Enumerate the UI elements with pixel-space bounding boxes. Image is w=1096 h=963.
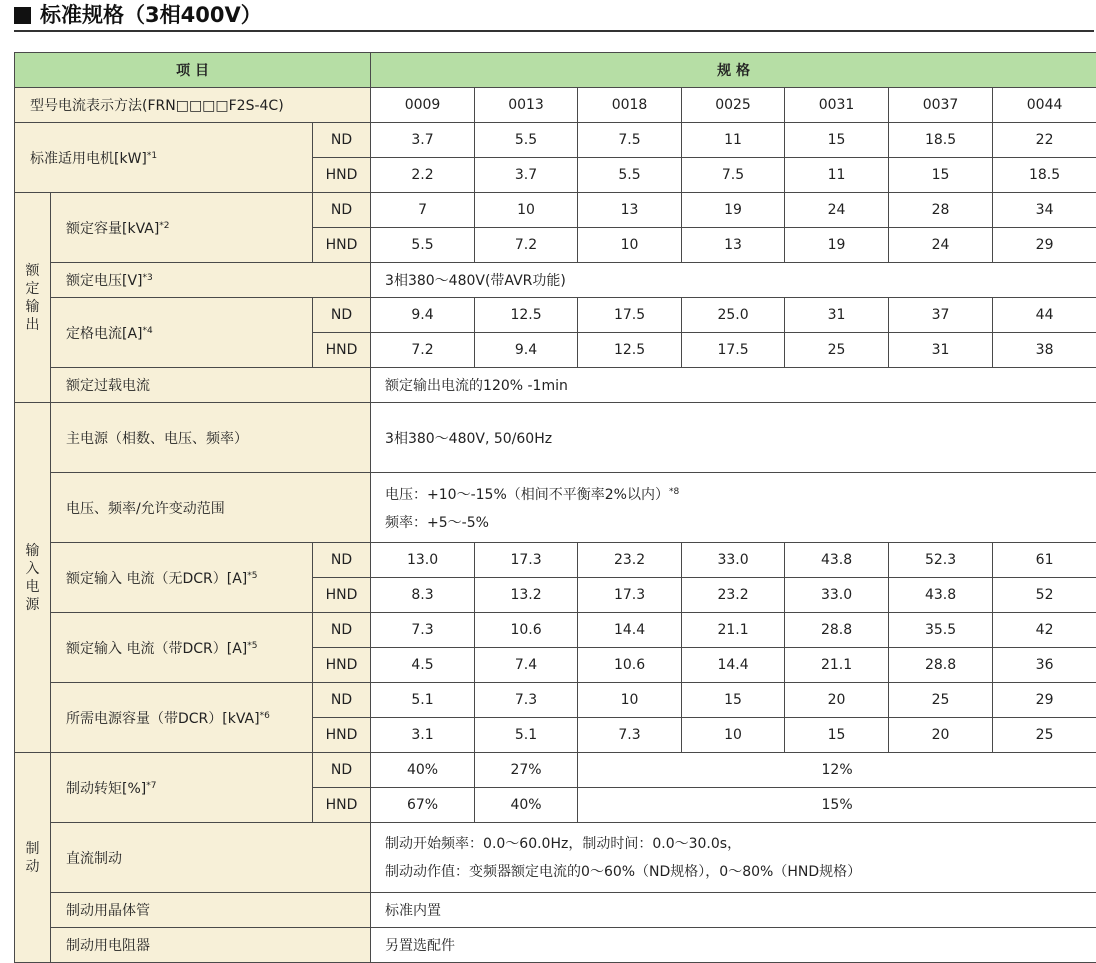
output-voltage-label: 额定电压$[V]^{*3}$ (51, 263, 371, 298)
output-current-nd-row (15, 298, 1096, 333)
value-cell: 15% (578, 788, 1096, 823)
value-cell: 7.4 (475, 648, 578, 683)
value-cell: 14.4 (578, 613, 682, 648)
mode-nd: ND (313, 613, 371, 648)
braking-group-label (15, 753, 51, 963)
value-cell: 15 (785, 718, 889, 753)
braking-resistor-value: 另置选配件 (371, 928, 1096, 963)
value-cell: 15 (682, 683, 785, 718)
value-cell: 29 (993, 228, 1096, 263)
value-cell: 5.1 (371, 683, 475, 718)
value-cell: 18.5 (889, 123, 993, 158)
input-nodcr-label: 额定输入 电流（无$DCR)[A]^{*5}$ (51, 543, 313, 613)
value-cell: 43.8 (785, 543, 889, 578)
braking-torque-label: 制动转矩[%]$^{*7}$ (51, 753, 313, 823)
output-overload-label: 额定过载电流 (51, 368, 371, 403)
value-cell: 25 (889, 683, 993, 718)
value-cell: 28 (889, 193, 993, 228)
value-cell: 5.5 (578, 158, 682, 193)
value-cell: 40% (475, 788, 578, 823)
value-cell: 43.8 (889, 578, 993, 613)
input-group-text: 输入电源 (25, 542, 41, 614)
value-cell: 7.3 (475, 683, 578, 718)
braking-group-text: 制动 (25, 840, 41, 876)
table-header-row (15, 53, 1096, 88)
value-cell: 14.4 (682, 648, 785, 683)
page-title (14, 0, 262, 30)
mode-hnd: HND (313, 228, 371, 263)
value-cell: 8.3 (371, 578, 475, 613)
value-cell: 3.7 (371, 123, 475, 158)
braking-dc-value: 制动开始频率：0.0～60.0Hz，制动时间：0.0～30.0s， 制动动作值：变频器额定电流的0～60%（ND规格），0～80%（HND规格） (371, 823, 1096, 893)
value-cell: 9.4 (475, 333, 578, 368)
mode-hnd: HND (313, 788, 371, 823)
value-cell: 10.6 (475, 613, 578, 648)
value-cell: 24 (785, 193, 889, 228)
model-cell: 0031 (785, 88, 889, 123)
output-group-label (15, 193, 51, 403)
value-cell: 13 (682, 228, 785, 263)
braking-dc-row (15, 823, 1096, 893)
output-overload-row (15, 368, 1096, 403)
value-cell: 13.2 (475, 578, 578, 613)
value-cell: 3.7 (475, 158, 578, 193)
value-cell: 23.2 (578, 543, 682, 578)
value-cell: 36 (993, 648, 1096, 683)
value-cell: 4.5 (371, 648, 475, 683)
mode-hnd: HND (313, 333, 371, 368)
value-cell: 17.5 (578, 298, 682, 333)
value-cell: 67% (371, 788, 475, 823)
output-current-label: 定格电流$[A]^{*4}$ (51, 298, 313, 368)
value-cell: 34 (993, 193, 1096, 228)
output-group-text: 额定输出 (25, 262, 41, 334)
value-cell: 25 (785, 333, 889, 368)
value-cell: 24 (889, 228, 993, 263)
value-cell: 17.3 (475, 543, 578, 578)
input-capacity-label: 所需电源容量（带DCR）[kVA]$^{*6}$ (51, 683, 313, 753)
mode-hnd: HND (313, 578, 371, 613)
motor-label: 标准适用电机[kW]$^{*1}$ (15, 123, 313, 193)
value-cell: 19 (785, 228, 889, 263)
value-cell: 27% (475, 753, 578, 788)
model-cell: 0009 (371, 88, 475, 123)
spec-table (14, 52, 1096, 963)
value-cell: 7.2 (371, 333, 475, 368)
value-cell: 21.1 (682, 613, 785, 648)
value-cell: 38 (993, 333, 1096, 368)
value-cell: 7.3 (371, 613, 475, 648)
value-cell: 13.0 (371, 543, 475, 578)
input-main-row (15, 403, 1096, 473)
value-cell: 21.1 (785, 648, 889, 683)
input-range-value: 电压：+10～-15%（相间不平衡率2%以内）$^{*8}$ 频率：+5～-5% (371, 473, 1096, 543)
value-cell: 13 (578, 193, 682, 228)
value-cell: 52 (993, 578, 1096, 613)
mode-nd: ND (313, 298, 371, 333)
mode-nd: ND (313, 123, 371, 158)
value-cell: 10.6 (578, 648, 682, 683)
value-cell: 25.0 (682, 298, 785, 333)
mode-hnd: HND (313, 648, 371, 683)
value-cell: 7.5 (682, 158, 785, 193)
model-cell: 0018 (578, 88, 682, 123)
braking-resistor-label: 制动用电阻器 (51, 928, 371, 963)
page-title-text: 标准规格（3相400V） (40, 3, 262, 27)
output-voltage-row (15, 263, 1096, 298)
value-cell: 19 (682, 193, 785, 228)
motor-nd-row (15, 123, 1096, 158)
title-rule (14, 30, 1094, 32)
value-cell: 33.0 (785, 578, 889, 613)
mode-hnd: HND (313, 158, 371, 193)
value-cell: 11 (785, 158, 889, 193)
square-bullet-icon (14, 7, 31, 24)
header-spec: 规 格 (371, 53, 1096, 88)
value-cell: 29 (993, 683, 1096, 718)
braking-transistor-label: 制动用晶体管 (51, 893, 371, 928)
value-cell: 28.8 (889, 648, 993, 683)
model-cell: 0044 (993, 88, 1096, 123)
value-cell: 17.3 (578, 578, 682, 613)
mode-nd: ND (313, 683, 371, 718)
output-voltage-value: 3相380～480V(带AVR功能) (371, 263, 1096, 298)
braking-dc-label: 直流制动 (51, 823, 371, 893)
value-cell: 10 (578, 228, 682, 263)
mode-nd: ND (313, 753, 371, 788)
value-cell: 22 (993, 123, 1096, 158)
output-capacity-label: 额定容量[kVA]$^{*2}$ (51, 193, 313, 263)
value-cell: 10 (578, 683, 682, 718)
model-cell: 0013 (475, 88, 578, 123)
mode-nd: ND (313, 543, 371, 578)
value-cell: 7.5 (578, 123, 682, 158)
value-cell: 5.5 (475, 123, 578, 158)
value-cell: 37 (889, 298, 993, 333)
braking-torque-nd-row (15, 753, 1096, 788)
value-cell: 20 (889, 718, 993, 753)
value-cell: 40% (371, 753, 475, 788)
model-row (15, 88, 1096, 123)
input-range-row (15, 473, 1096, 543)
value-cell: 10 (475, 193, 578, 228)
braking-resistor-row (15, 928, 1096, 963)
braking-transistor-value: 标准内置 (371, 893, 1096, 928)
value-cell: 12.5 (578, 333, 682, 368)
input-range-label: 电压、频率/允许变动范围 (51, 473, 371, 543)
value-cell: 25 (993, 718, 1096, 753)
input-main-value: 3相380～480V, 50/60Hz (371, 403, 1096, 473)
value-cell: 52.3 (889, 543, 993, 578)
input-nodcr-nd-row (15, 543, 1096, 578)
mode-hnd: HND (313, 718, 371, 753)
value-cell: 18.5 (993, 158, 1096, 193)
value-cell: 7.2 (475, 228, 578, 263)
value-cell: 5.1 (475, 718, 578, 753)
value-cell: 12.5 (475, 298, 578, 333)
value-cell: 28.8 (785, 613, 889, 648)
value-cell: 17.5 (682, 333, 785, 368)
model-cell: 0037 (889, 88, 993, 123)
value-cell: 7 (371, 193, 475, 228)
input-withdcr-label: 额定输入 电流（带$DCR)[A]^{*5}$ (51, 613, 313, 683)
value-cell: 42 (993, 613, 1096, 648)
header-item: 项 目 (15, 53, 371, 88)
input-main-label: 主电源（相数、电压、频率） (51, 403, 371, 473)
value-cell: 15 (889, 158, 993, 193)
value-cell: 44 (993, 298, 1096, 333)
value-cell: 9.4 (371, 298, 475, 333)
value-cell: 11 (682, 123, 785, 158)
value-cell: 3.1 (371, 718, 475, 753)
value-cell: 23.2 (682, 578, 785, 613)
value-cell: 20 (785, 683, 889, 718)
output-capacity-nd-row (15, 193, 1096, 228)
input-capacity-nd-row (15, 683, 1096, 718)
value-cell: 15 (785, 123, 889, 158)
value-cell: 5.5 (371, 228, 475, 263)
value-cell: 31 (785, 298, 889, 333)
model-label: 型号电流表示方法(FRN□□□□F2S-4C) (15, 88, 371, 123)
model-cell: 0025 (682, 88, 785, 123)
value-cell: 61 (993, 543, 1096, 578)
value-cell: 10 (682, 718, 785, 753)
value-cell: 12% (578, 753, 1096, 788)
value-cell: 31 (889, 333, 993, 368)
mode-nd: ND (313, 193, 371, 228)
value-cell: 7.3 (578, 718, 682, 753)
input-withdcr-nd-row (15, 613, 1096, 648)
input-group-label (15, 403, 51, 753)
value-cell: 33.0 (682, 543, 785, 578)
value-cell: 2.2 (371, 158, 475, 193)
braking-transistor-row (15, 893, 1096, 928)
value-cell: 35.5 (889, 613, 993, 648)
output-overload-value: 额定输出电流的120% -1min (371, 368, 1096, 403)
